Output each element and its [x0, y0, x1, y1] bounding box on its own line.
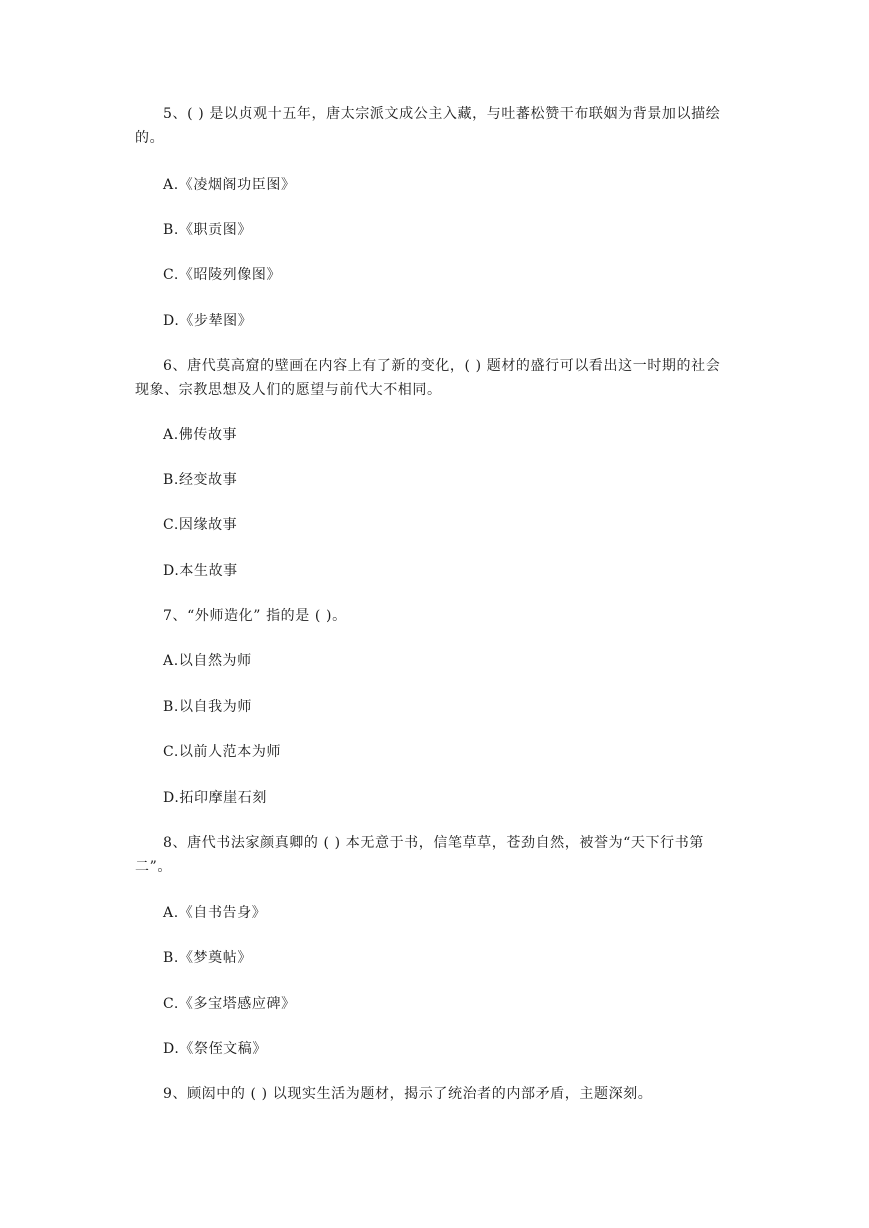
question-8-option-a: A.《自书告身》 — [163, 905, 267, 921]
question-6-option-b: B.经变故事 — [163, 472, 238, 488]
question-8-stem: 8、唐代书法家颜真卿的 ( ) 本无意于书，信笔草草，苍劲自然，被誉为“天下行书第 — [163, 835, 704, 851]
question-7-stem: 7、“外师造化” 指的是 ( )。 — [163, 608, 347, 624]
question-7-option-d: D.拓印摩崖石刻 — [163, 790, 267, 806]
question-8-stem-continued: 二”。 — [135, 859, 172, 875]
question-5-stem: 5、( ) 是以贞观十五年，唐太宗派文成公主入藏，与吐蕃松赞干布联姻为背景加以描绘 — [163, 106, 721, 122]
question-8-option-c: C.《多宝塔感应碑》 — [163, 996, 296, 1012]
question-7-option-a: A.以自然为师 — [163, 653, 252, 669]
question-6-option-d: D.本生故事 — [163, 563, 238, 579]
question-6-stem-continued: 现象、宗教思想及人们的愿望与前代大不相同。 — [135, 382, 442, 398]
question-8-option-b: B.《梦奠帖》 — [163, 950, 252, 966]
question-6-stem: 6、唐代莫高窟的壁画在内容上有了新的变化，( ) 题材的盛行可以看出这一时期的社会 — [163, 358, 721, 374]
question-5-stem-continued: 的。 — [135, 130, 165, 146]
question-9-stem: 9、顾闳中的 ( ) 以现实生活为题材，揭示了统治者的内部矛盾，主题深刻。 — [163, 1086, 653, 1102]
question-6-option-a: A.佛传故事 — [163, 427, 238, 443]
question-6-option-c: C.因缘故事 — [163, 517, 238, 533]
question-5-option-a: A.《凌烟阁功臣图》 — [163, 177, 296, 193]
question-8-option-d: D.《祭侄文稿》 — [163, 1041, 267, 1057]
question-5-option-b: B.《职贡图》 — [163, 222, 252, 238]
question-7-option-b: B.以自我为师 — [163, 699, 252, 715]
question-5-option-c: C.《昭陵列像图》 — [163, 267, 282, 283]
question-7-option-c: C.以前人范本为师 — [163, 744, 282, 760]
question-5-option-d: D.《步辇图》 — [163, 313, 253, 329]
